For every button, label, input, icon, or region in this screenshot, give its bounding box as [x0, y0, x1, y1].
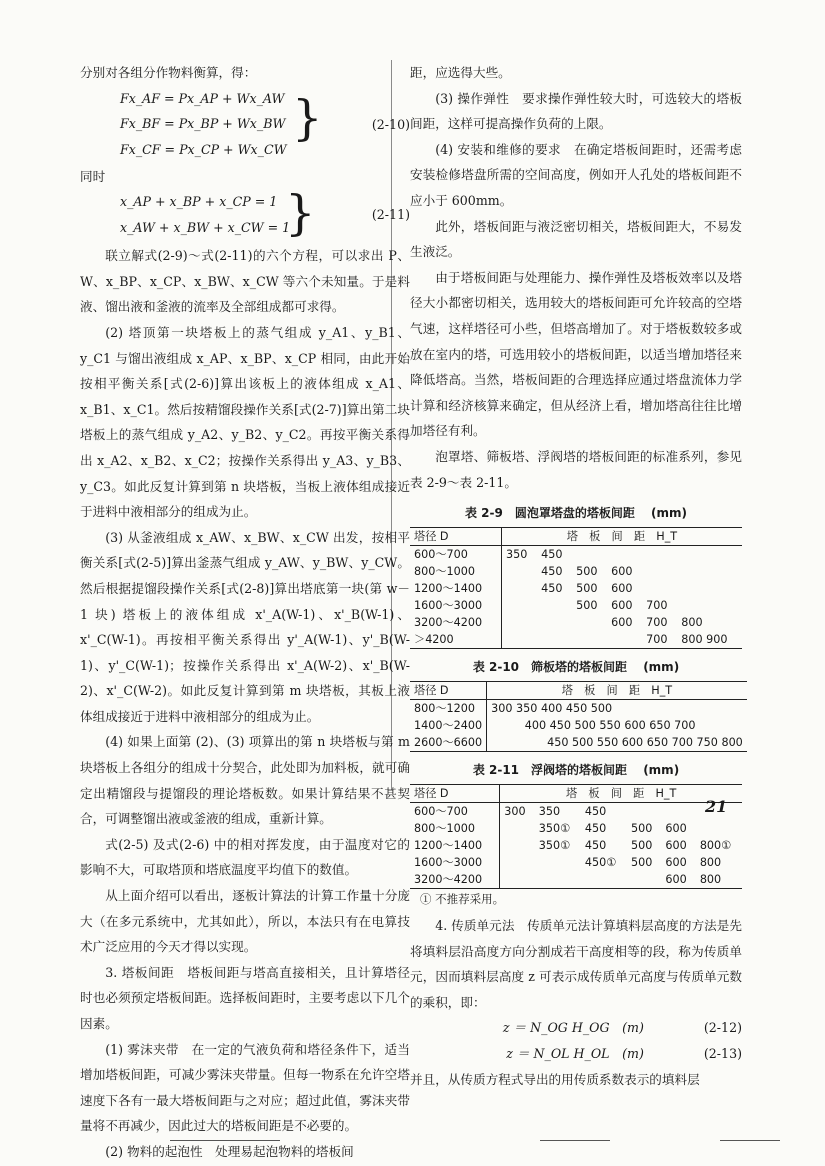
right-brace: } [292, 89, 323, 146]
diameter-cell: 1600～3000 [410, 854, 500, 871]
table-row [410, 803, 742, 821]
paragraph: 距，应选得大些。 [410, 65, 511, 80]
equation: z ＝ N_OG H_OG (m) [502, 1020, 644, 1036]
spacing-cell [642, 546, 677, 564]
spacing-cell: 600 [611, 582, 633, 596]
page-number: 21 [705, 797, 728, 816]
table-header: 塔径 D [410, 528, 501, 546]
spacing-cell [500, 820, 535, 837]
spacing-cell [501, 597, 537, 614]
eq-line: Fx_BF = Px_BP + Wx_BW [120, 116, 286, 132]
spacing-cell: 800 [696, 871, 742, 889]
table-header: 塔径 D [410, 785, 500, 803]
diameter-cell: 1200～1400 [410, 837, 500, 854]
paragraph: 泡罩塔、筛板塔、浮阀塔的塔板间距的标准系列，参见表 2-9～表 2-11。 [410, 448, 742, 490]
spacing-cell: 600 [611, 565, 633, 579]
spacing-cell [607, 546, 642, 564]
table-row [410, 837, 742, 854]
spacing-cell [572, 546, 607, 564]
spacing-cell: 450① [584, 856, 617, 870]
spacing-cell [537, 631, 572, 649]
table-row [410, 563, 742, 580]
paragraph: 式(2-5) 及式(2-6) 中的相对挥发度，由于温度对它的影响不大，可取塔顶和塔底温度平均值下的数值。 [80, 836, 410, 878]
eq-line: x_AP + x_BP + x_CP = 1 [120, 194, 278, 210]
spacing-cell: 500 [576, 565, 598, 579]
paragraph: (3) 操作弹性 要求操作弹性较大时，可选较大的塔板间距，这样可提高操作负荷的上限。 [410, 90, 742, 132]
spacing-cell: 700 [642, 631, 677, 649]
diameter-cell: 3200～4200 [410, 871, 500, 889]
spacing-cell: 500 [631, 856, 653, 870]
spacing-cell: 800 [699, 856, 722, 870]
paragraph: 4. 传质单元法 传质单元法计算填料层高度的方法是先将填料层沿高度方向分割成若干高度相等的段，称为传质单元，因而填料层高度 z 可表示成传质单元高度与传质单元数的乘积，即： [410, 918, 742, 1010]
equation-number: (2-13) [703, 1046, 742, 1062]
scan-artifact-line [720, 1140, 780, 1141]
paragraph: (1) 雾沫夹带 在一定的气液负荷和塔径条件下，适当增加塔板间距，可减少雾沫夹带量。但每一物系在允许空塔速度下各有一最大塔板间距与之对应；超过此值，雾沫夹带量将不再减少，因此过大的塔板间距是不必要的。 [80, 1041, 410, 1134]
table-2-11-caption: 表 2-11 浮阀塔的塔板间距 (mm) [472, 763, 680, 778]
spacing-cell [501, 631, 537, 649]
intro-line: 分别对各组分作物料衡算，得： [80, 65, 257, 80]
spacing-cell [677, 597, 742, 614]
section-heading-paragraph: 3. 塔板间距 塔板间距与塔高直接相关，且计算塔径时也必须预定塔板间距。选择板间距时，主要考虑以下几个因素。 [80, 964, 410, 1031]
spacing-cell [627, 803, 661, 821]
spacing-cell: 800 900 [677, 631, 742, 649]
spacing-cell: 450 [584, 839, 607, 853]
spacing-cell: 350① [538, 822, 571, 836]
diameter-cell: 1600～3000 [410, 597, 501, 614]
eq-line: x_AW + x_BW + x_CW = 1 [120, 219, 291, 235]
spacing-cell: 300 350 400 450 500 [491, 702, 613, 716]
table-row [410, 546, 742, 564]
spacing-cell [501, 614, 537, 631]
table-row [410, 580, 742, 597]
equation-number: (2-12) [703, 1020, 742, 1036]
paragraph: 此外，塔板间距与液泛密切相关，塔板间距大，不易发生液泛。 [410, 218, 742, 260]
diameter-cell: 1400～2400 [410, 717, 487, 734]
diameter-cell: 3200～4200 [410, 614, 501, 631]
diameter-cell: 2600～6600 [410, 734, 487, 752]
diameter-cell: ＞4200 [410, 631, 501, 649]
table-2-9 [410, 527, 742, 649]
paragraph: (2) 塔顶第一块塔板上的蒸气组成 y_A1、y_B1、y_C1 与馏出液组成 x_AP、x_BP、x_CP 相同，由此开始按相平衡关系[式(2-6)]算出该板上的液体组成 x_A1、x_B1、x_C1。然后按精馏段操作关系[式(2-7)]算出第二块塔板上的蒸气组成 y_A2、y_B2、y_C2。再按平衡关系得出 x_A2、x_B2、x_C2；按操作关系得出 y_A3、y_B3、y_C3。如此反复计算到第 n 块塔板，当板上液体组成接近于进料中液相部分的组成为止。 [80, 324, 410, 520]
table-row [410, 631, 742, 649]
spacing-cell [537, 614, 572, 631]
spacing-cell [677, 546, 742, 564]
table-2-10 [410, 681, 747, 752]
spacing-cell [696, 820, 742, 837]
left-column [80, 60, 410, 1165]
table-footnote: ① 不推荐采用。 [420, 892, 505, 907]
spacing-cell: 700 [646, 616, 668, 630]
spacing-cell [500, 837, 535, 854]
spacing-cell [661, 803, 695, 821]
spacing-cell [501, 563, 537, 580]
table-row [410, 734, 747, 752]
spacing-cell: 600 [665, 856, 687, 870]
spacing-cell [607, 631, 642, 649]
diameter-cell: 600～700 [410, 803, 500, 821]
spacing-cell [581, 871, 627, 889]
scan-artifact-line [540, 1140, 610, 1141]
spacing-cell: 700 [646, 599, 668, 613]
equation: z ＝ N_OL H_OL (m) [506, 1046, 644, 1062]
spacing-cell: 450 [541, 565, 563, 579]
spacing-cell: 600 [665, 822, 687, 836]
diameter-cell: 800～1200 [410, 700, 487, 718]
spacing-cell: 400 450 500 550 600 650 700 [491, 719, 696, 733]
spacing-cell: 350 [505, 548, 528, 562]
spacing-cell [572, 631, 607, 649]
table-row [410, 614, 742, 631]
diameter-cell: 600～700 [410, 546, 501, 564]
equation-2-12 [410, 1015, 742, 1041]
spacing-cell [500, 871, 535, 889]
spacing-cell: 600 [661, 871, 695, 889]
table-header: 塔径 D [410, 682, 487, 700]
spacing-cell: 600 [611, 616, 633, 630]
spacing-cell: 800① [699, 839, 732, 853]
table-header: 塔 板 间 距 H_T [501, 528, 742, 546]
equation-2-13 [410, 1041, 742, 1067]
spacing-cell [501, 580, 537, 597]
spacing-cell [535, 854, 581, 871]
diameter-cell: 1200～1400 [410, 580, 501, 597]
eq-line: Fx_CF = Px_CP + Wx_CW [120, 141, 287, 157]
spacing-cell: 350① [538, 839, 571, 853]
equation-number: (2-11) [371, 207, 410, 223]
spacing-cell: 600 [611, 599, 633, 613]
spacing-cell [677, 563, 742, 580]
paragraph: 并且，从传质方程式导出的用传质系数表示的填料层 [410, 1071, 700, 1087]
spacing-cell: 450 [541, 582, 563, 596]
diameter-cell: 800～1000 [410, 563, 501, 580]
spacing-cell: 500 [576, 582, 598, 596]
spacing-cell [642, 563, 677, 580]
table-header: 塔 板 间 距 H_T [500, 785, 742, 803]
equation-number: (2-10) [371, 116, 410, 132]
spacing-cell: 350 [538, 805, 561, 819]
spacing-cell: 600 [665, 839, 687, 853]
spacing-cell: 500 [576, 599, 598, 613]
table-row [410, 871, 742, 889]
paragraph: (2) 物料的起泡性 处理易起泡物料的塔板间 [105, 1143, 354, 1159]
table-row [410, 820, 742, 837]
spacing-cell [642, 580, 677, 597]
paragraph: (3) 从釜液组成 x_AW、x_BW、x_CW 出发，按相平衡关系[式(2-5)]算出釜蒸气组成 y_AW、y_BW、y_CW。然后根据提馏段操作关系[式(2-8)]算出塔底第一块(第 w－1 块) 塔板上的液体组成 x'_A(W-1)、x'_B(W-1)、x'_C(W-1)。再按相平衡关系得出 y'_A(W-1)、y'_B(W-1)、y'_C(W-1)；按操作关系得出 x'_A(W-2)、x'_B(W-2)、x'_C(W-2)。如此反复计算到第 m 块塔板，其板上液体组成接近于进料中液相部分的组成为止。 [80, 529, 410, 724]
spacing-cell [627, 871, 661, 889]
table-row [410, 717, 747, 734]
spacing-cell [537, 597, 572, 614]
spacing-cell [572, 614, 607, 631]
spacing-cell: 450 [584, 822, 607, 836]
equation-2-11 [80, 185, 410, 243]
tongshi-text: 同时 [80, 168, 106, 184]
spacing-cell: 450 [541, 548, 563, 562]
spacing-cell: 800 [681, 616, 703, 630]
table-2-11 [410, 784, 742, 889]
equation-2-10 [80, 86, 410, 164]
spacing-cell: 500 [631, 839, 653, 853]
paragraph: 从上面介绍可以看出，逐板计算法的计算工作量十分庞大（在多元系统中，尤其如此），所以，本法只有在电算技术广泛应用的今天才得以实现。 [80, 888, 410, 955]
diameter-cell: 800～1000 [410, 820, 500, 837]
paragraph: 联立解式(2-9)～式(2-11)的六个方程，可以求出 P、W、x_BP、x_CP、x_BW、x_CW 等六个未知量。于是料液、馏出液和釜液的流率及全部组成都可求得。 [80, 248, 410, 315]
table-row [410, 700, 747, 718]
paragraph: (4) 如果上面第 (2)、(3) 项算出的第 n 块塔板与第 m 块塔板上各组分的组成十分契合，此处即为加料板，就可确定出精馏段与提馏段的理论塔板数。如果计算结果不甚契合，可调整馏出液或釜液的组成，重新计算。 [80, 734, 410, 827]
eq-line: Fx_AF = Px_AP + Wx_AW [120, 90, 285, 106]
spacing-cell [535, 871, 581, 889]
spacing-cell: 450 [584, 805, 607, 819]
spacing-cell: 500 [631, 822, 653, 836]
table-row [410, 854, 742, 871]
right-column [410, 60, 742, 1092]
table-row [410, 597, 742, 614]
paragraph: 由于塔板间距与处理能力、操作弹性及塔板效率以及塔径大小都密切相关，选用较大的塔板间距可允许较高的空塔气速，这样塔径可小些，但塔高增加了。对于塔板数较多或放在室内的塔，可选用较小的塔板间距，以适当增加塔径来降低塔高。当然，塔板间距的合理选择应通过塔盘流体力学计算和经济核算来确定，但从经济上看，增加塔高往往比增加塔径有利。 [410, 269, 742, 439]
table-2-9-caption: 表 2-9 圆泡罩塔盘的塔板间距 (mm) [464, 506, 687, 521]
table-header: 塔 板 间 距 H_T [487, 682, 747, 700]
paragraph: (4) 安装和维修的要求 在确定塔板间距时，还需考虑安装检修塔盘所需的空间高度，例如开人孔处的塔板间距不应小于 600mm。 [410, 141, 742, 208]
spacing-cell: 300 [504, 805, 526, 819]
right-brace: } [285, 185, 316, 242]
table-2-10-caption: 表 2-10 筛板塔的塔板间距 (mm) [472, 660, 680, 675]
spacing-cell [500, 854, 535, 871]
spacing-cell [677, 580, 742, 597]
spacing-cell: 450 500 550 600 650 700 750 800 [487, 734, 747, 752]
scan-artifact-line [170, 1140, 280, 1141]
